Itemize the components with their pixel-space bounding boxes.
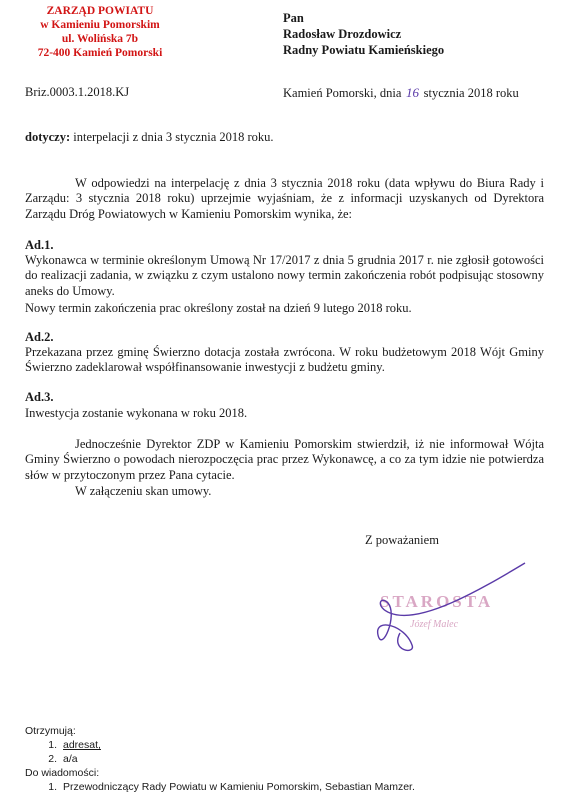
list-item bbox=[25, 738, 415, 752]
addressee-role: Radny Powiatu Kamieńskiego bbox=[283, 43, 445, 57]
intro-paragraph: W odpowiedzi na interpelację z dnia 3 stycznia 2018 roku (data wpływu do Biura Rady i Zarządu: 3 stycznia 2018 roku) uprzejmie wyjaśniam, że z informacji uzyskanych od Dyrektora Zarządu Dróg Powiatowych w Kamieniu Pomorskim wynika, że: bbox=[25, 176, 544, 221]
recipients-list bbox=[25, 724, 415, 794]
subject-line bbox=[25, 130, 274, 145]
ad1-heading: Ad.1. bbox=[25, 238, 54, 252]
stamp-line-3: ul. Wolińska 7b bbox=[61, 33, 139, 45]
item-text: a/a bbox=[63, 753, 78, 765]
letter-date bbox=[283, 85, 519, 101]
ad2-heading: Ad.2. bbox=[25, 330, 54, 344]
ad1-paragraph-2: Nowy termin zakończenia prac określony został na dzień 9 lutego 2018 roku. bbox=[25, 301, 412, 315]
list-item bbox=[25, 780, 415, 794]
list-item bbox=[25, 752, 415, 766]
signature-block bbox=[360, 555, 540, 665]
ad3-paragraph: Inwestycja zostanie wykonana w roku 2018. bbox=[25, 406, 248, 420]
handwritten-day: 16 bbox=[406, 85, 420, 100]
subject-label: dotyczy: bbox=[25, 130, 71, 144]
item-text: adresat, bbox=[63, 739, 101, 751]
cc-label: Do wiadomości: bbox=[25, 767, 100, 779]
addressee-block bbox=[283, 10, 444, 58]
item-text: Przewodniczący Rady Powiatu w Kamieniu Pomorskim, Sebastian Mamzer. bbox=[63, 781, 415, 793]
addressee-name: Radosław Drozdowicz bbox=[283, 27, 402, 41]
regards: Z poważaniem bbox=[365, 533, 439, 547]
ad2-paragraph: Przekazana przez gminę Świerzno dotacja została zwrócona. W roku budżetowym 2018 Wójt Gminy Świerzno zadeklarował współfinansowanie inwestycji z budżetu gminy. bbox=[25, 345, 544, 375]
recipients-label: Otrzymują: bbox=[25, 725, 76, 737]
ad3-heading: Ad.3. bbox=[25, 390, 54, 404]
stamp-line-1: ZARZĄD POWIATU bbox=[46, 5, 154, 17]
office-stamp bbox=[0, 4, 200, 60]
stamp-line-2: w Kamieniu Pomorskim bbox=[40, 19, 160, 31]
addressee-title: Pan bbox=[283, 11, 304, 25]
closing-paragraph: Jednocześnie Dyrektor ZDP w Kamieniu Pomorskim stwierdził, iż nie informował Wójta Gminy Świerzno o powodach nierozpoczęcia prac przez Wykonawcę, a co za tym idzie nie potwierdza słów w przytoczonym przez Pana cytacie. bbox=[25, 437, 544, 482]
subject-text: interpelacji z dnia 3 stycznia 2018 roku. bbox=[73, 130, 274, 144]
reference-number: Briz.0003.1.2018.KJ bbox=[25, 85, 130, 99]
stamp-title: STAROSTA bbox=[380, 592, 494, 611]
date-prefix: Kamień Pomorski, dnia bbox=[283, 86, 402, 100]
attachment-note: W załączeniu skan umowy. bbox=[75, 484, 212, 498]
item-number: 1. bbox=[48, 781, 57, 793]
stamp-name: Józef Malec bbox=[410, 619, 459, 630]
item-number: 1. bbox=[48, 739, 57, 751]
ad1-paragraph: Wykonawca w terminie określonym Umową Nr 17/2017 z dnia 5 grudnia 2017 r. nie zgłosił gotowości do realizacji zadania, w związku z czym ustalono nowy termin zakończenia robót podpisując stosowny aneks do Umowy. bbox=[25, 253, 544, 298]
signature-stamp-graphic bbox=[360, 555, 540, 665]
date-suffix: stycznia 2018 roku bbox=[423, 86, 519, 100]
stamp-line-4: 72-400 Kamień Pomorski bbox=[37, 47, 163, 59]
item-number: 2. bbox=[48, 753, 57, 765]
